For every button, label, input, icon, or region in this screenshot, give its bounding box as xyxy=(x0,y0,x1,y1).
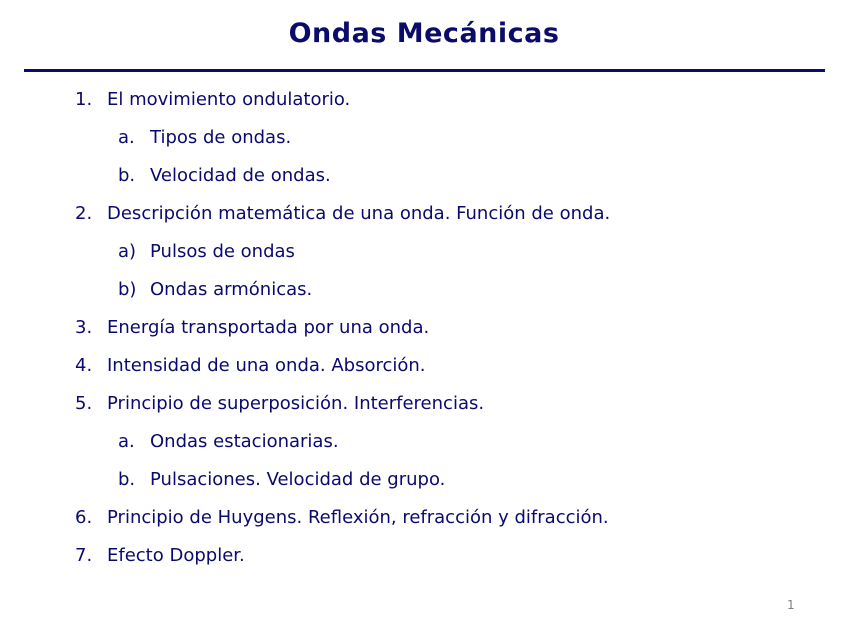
outline-marker: b. xyxy=(118,165,136,186)
outline-marker: 2. xyxy=(75,203,93,224)
outline-item xyxy=(0,200,848,238)
outline-text: Energía transportada por una onda. xyxy=(107,317,430,338)
outline-subitem xyxy=(0,428,848,466)
outline-marker: 6. xyxy=(75,507,93,528)
outline-subitem xyxy=(0,162,848,200)
outline-item xyxy=(0,504,848,542)
title-underline xyxy=(24,69,825,72)
outline-marker: 3. xyxy=(75,317,93,338)
outline-subitem xyxy=(0,124,848,162)
outline-marker: 4. xyxy=(75,355,93,376)
outline-text: Pulsos de ondas xyxy=(150,241,295,262)
outline-marker: 1. xyxy=(75,89,93,110)
outline-marker: a) xyxy=(118,241,137,262)
outline-text: Pulsaciones. Velocidad de grupo. xyxy=(150,469,446,490)
outline-marker: a. xyxy=(118,127,135,148)
outline-marker: b) xyxy=(118,279,137,300)
outline-marker: 5. xyxy=(75,393,93,414)
outline-item xyxy=(0,314,848,352)
outline-marker: b. xyxy=(118,469,136,490)
outline-list xyxy=(0,86,848,580)
outline-marker: a. xyxy=(118,431,135,452)
slide-title: Ondas Mecánicas xyxy=(288,18,560,49)
outline-text: Efecto Doppler. xyxy=(107,545,245,566)
outline-item xyxy=(0,352,848,390)
outline-text: Descripción matemática de una onda. Función de onda. xyxy=(107,203,611,224)
outline-subitem xyxy=(0,466,848,504)
outline-text: Ondas estacionarias. xyxy=(150,431,339,452)
outline-marker: 7. xyxy=(75,545,93,566)
outline-text: El movimiento ondulatorio. xyxy=(107,89,351,110)
outline-text: Tipos de ondas. xyxy=(150,127,292,148)
outline-text: Principio de superposición. Interferencias. xyxy=(107,393,485,414)
outline-text: Ondas armónicas. xyxy=(150,279,313,300)
outline-item xyxy=(0,542,848,580)
outline-subitem xyxy=(0,238,848,276)
page-number: 1 xyxy=(787,598,795,612)
outline-text: Intensidad de una onda. Absorción. xyxy=(107,355,426,376)
outline-text: Velocidad de ondas. xyxy=(150,165,331,186)
outline-subitem xyxy=(0,276,848,314)
outline-item xyxy=(0,390,848,428)
outline-text: Principio de Huygens. Reflexión, refracción y difracción. xyxy=(107,507,609,528)
outline-item xyxy=(0,86,848,124)
